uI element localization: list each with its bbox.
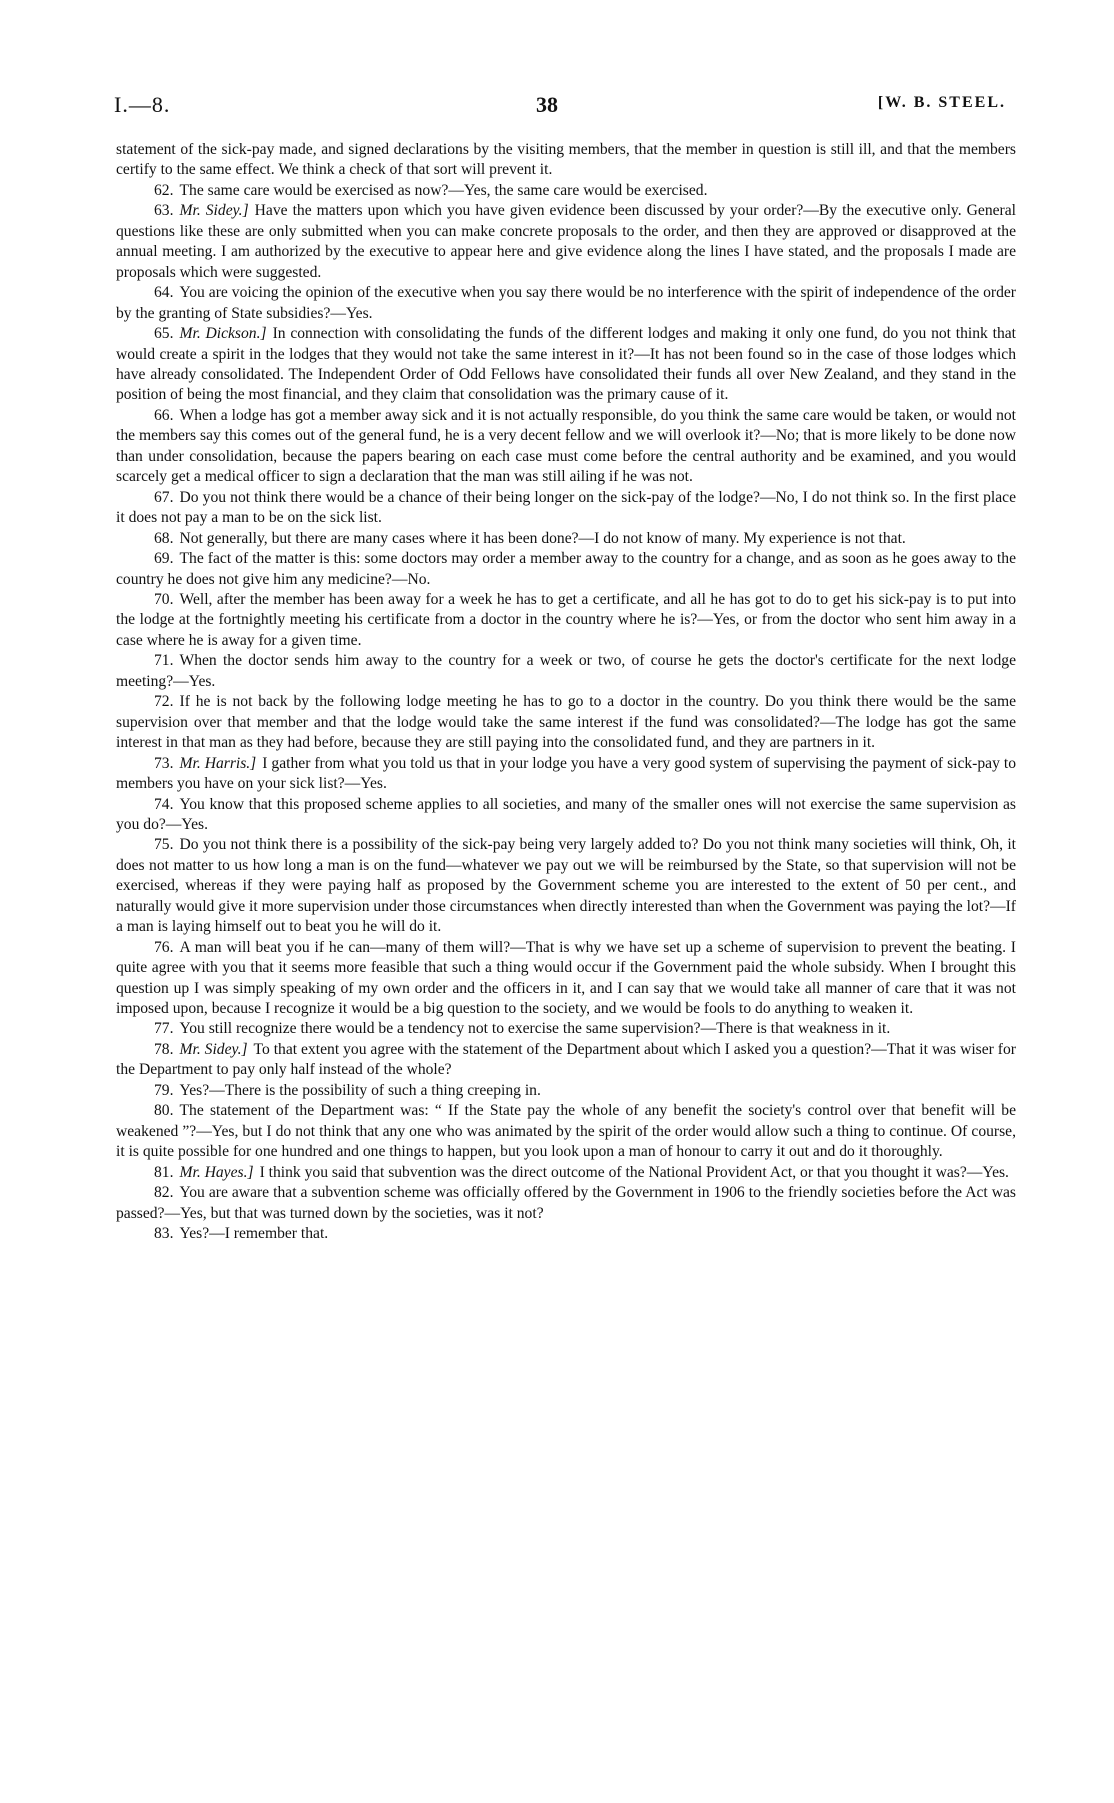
paragraph-text: A man will beat you if he can—many of them will?—That is why we have set up a scheme of supervision to prevent the beating. I quite agree with you that it seems more feasible that such a thing would occur if the Government paid the whole subsidy. When I brought this question up I was simply speaking of my own order and the officers in it, and I can say that we would take all manner of care that it was not imposed upon, because I recognize it would be a big question to the society, and we would be fools to do anything to weaken it. bbox=[116, 938, 1016, 1018]
question-number: 71. bbox=[154, 652, 174, 670]
paragraph-text: Have the matters upon which you have given evidence been discussed by your order?—By the executive only. General questions like these are only submitted when you can make concrete proposals to the order, and then they are approved or disapproved at the annual meeting. I am authorized by the executive to appear here and give evidence along the lines I have stated, and the proposals I made are proposals which were suggested. bbox=[116, 202, 1016, 281]
question-paragraph bbox=[116, 1019, 1016, 1039]
question-paragraph bbox=[116, 795, 1016, 836]
paragraph-text: To that extent you agree with the statement of the Department about which I asked you a question?—That it was wiser for the Department to pay only half instead of the whole? bbox=[116, 1040, 1016, 1079]
paragraph-text: The same care would be exercised as now?—Yes, the same care would be exercised. bbox=[179, 181, 708, 199]
question-number: 69. bbox=[154, 550, 174, 568]
question-paragraph bbox=[116, 692, 1016, 753]
paragraph-text: I think you said that subvention was the direct outcome of the National Provident Act, or that you thought it was?—Yes. bbox=[259, 1163, 1009, 1181]
question-number: 67. bbox=[154, 488, 174, 506]
questioner-name: Mr. Dickson.] bbox=[179, 325, 267, 343]
paragraph-text: In connection with consolidating the funds of the different lodges and making it only one fund, do you not think that would create a spirit in the lodges that they would not take the same interest in it?—It has not been found so in the case of those lodges which have already consolidated. The Independent Order of Odd Fellows have consolidated their funds all over New Zealand, and they stand in the position of being the most financial, and they claim that consolidation was the primary cause of it. bbox=[116, 325, 1016, 404]
question-paragraph bbox=[116, 938, 1016, 1020]
paragraph-text: You are voicing the opinion of the executive when you say there would be no interference with the spirit of independence of the order by the granting of State subsidies?—Yes. bbox=[116, 284, 1016, 322]
question-number: 83. bbox=[154, 1225, 174, 1243]
questioner-name: Mr. Hayes.] bbox=[179, 1163, 254, 1181]
paragraph-text: If he is not back by the following lodge meeting he has to go to a doctor in the country. Do you think there would be the same supervision over that member and that the lodge would take the same interest if the fund was consolidated?—The lodge has got the same interest in that man as they had before, because they are still paying into the consolidated fund, and they are partners in it. bbox=[116, 693, 1016, 752]
question-paragraph bbox=[116, 590, 1016, 651]
question-number: 73. bbox=[154, 754, 174, 772]
evidence-body bbox=[116, 140, 1016, 1244]
question-paragraph bbox=[116, 1224, 1016, 1244]
question-paragraph bbox=[116, 651, 1016, 692]
question-paragraph bbox=[116, 549, 1016, 590]
paragraph-text: You know that this proposed scheme applies to all societies, and many of the smaller ones will not exercise the same supervision as you do?—Yes. bbox=[116, 795, 1016, 833]
question-paragraph bbox=[116, 1040, 1016, 1081]
paragraph-text: When the doctor sends him away to the country for a week or two, of course he gets the doctor's certificate for the next lodge meeting?—Yes. bbox=[116, 652, 1016, 690]
question-paragraph bbox=[116, 181, 1016, 201]
question-number: 72. bbox=[154, 693, 174, 711]
question-paragraph bbox=[116, 488, 1016, 529]
paragraph-text: Not generally, but there are many cases where it has been done?—I do not know of many. My experience is not that. bbox=[179, 529, 906, 547]
question-paragraph bbox=[116, 754, 1016, 795]
questioner-name: Mr. Harris.] bbox=[179, 754, 257, 772]
paragraph-text: You are aware that a subvention scheme was officially offered by the Government in 1906 to the friendly societies before the Act was passed?—Yes, but that was turned down by the societies, was it not? bbox=[116, 1184, 1016, 1222]
document-reference: I.—8. bbox=[114, 92, 171, 117]
paragraph-text: Do you not think there would be a chance of their being longer on the sick-pay of the lodge?—No, I do not think so. In the first place it does not pay a man to be on the sick list. bbox=[116, 488, 1016, 527]
question-number: 75. bbox=[154, 836, 174, 854]
question-paragraph bbox=[116, 1183, 1016, 1224]
questioner-name: Mr. Sidey.] bbox=[179, 1040, 248, 1058]
question-paragraph bbox=[116, 283, 1016, 324]
question-number: 77. bbox=[154, 1020, 174, 1038]
page-number: 38 bbox=[536, 92, 558, 117]
paragraph-text: The statement of the Department was: “ If the State pay the whole of any benefit the society's control over that benefit will be weakened ”?—Yes, but I do not think that any one who was animated by the spirit of the order would allow such a thing to continue. Of course, it is quite possible for one hundred and one things to happen, but you look upon a man of honour to carry it out and do it thoroughly. bbox=[116, 1102, 1016, 1161]
question-number: 82. bbox=[154, 1184, 174, 1202]
question-number: 76. bbox=[154, 938, 174, 956]
question-paragraph bbox=[116, 201, 1016, 283]
question-paragraph bbox=[116, 1081, 1016, 1101]
questioner-name: Mr. Sidey.] bbox=[179, 202, 249, 220]
paragraph-text: Well, after the member has been away for a week he has to get a certificate, and all he has got to do to get his sick-pay is to put into the lodge at the fortnightly meeting his certificate from a doctor in the country where he is?—Yes, or from the doctor who sent him away in a case where he is away for a given time. bbox=[116, 590, 1016, 649]
question-number: 80. bbox=[154, 1102, 174, 1120]
paragraph-text: You still recognize there would be a tendency not to exercise the same supervision?—There is that weakness in it. bbox=[179, 1020, 891, 1038]
question-number: 79. bbox=[154, 1081, 174, 1099]
paragraph-text: Do you not think there is a possibility of the sick-pay being very largely added to? Do you not think many societies will think, Oh, it does not matter to us how long a man is on the fund—whatever we pay out we will be reimbursed by the State, so that supervision will not be exercised, whereas if they were paying half as proposed by the Government scheme you are interested to the extent of 50 per cent., and naturally would give it more supervision under those circumstances when directly interested than when the Government was paying the lot?—If a man is laying himself out to beat you he will do it. bbox=[116, 836, 1016, 936]
question-number: 65. bbox=[154, 325, 174, 343]
paragraph-text: Yes?—There is the possibility of such a thing creeping in. bbox=[179, 1081, 541, 1099]
question-number: 70. bbox=[154, 590, 174, 608]
question-number: 74. bbox=[154, 795, 174, 813]
question-number: 64. bbox=[154, 284, 174, 302]
question-paragraph bbox=[116, 835, 1016, 937]
paragraph-text: The fact of the matter is this: some doctors may order a member away to the country for a change, and as soon as he goes away to the country he does not give him any medicine?—No. bbox=[116, 550, 1016, 588]
paragraph-continuation bbox=[116, 140, 1016, 181]
question-number: 66. bbox=[154, 406, 174, 424]
paragraph-text: Yes?—I remember that. bbox=[179, 1225, 329, 1243]
question-number: 68. bbox=[154, 529, 174, 547]
paragraph-text: When a lodge has got a member away sick and it is not actually responsible, do you think the same care would be taken, or would not the members say this comes out of the general fund, he is a very decent fellow and we will overlook it?—No; that is more likely to be done now than under consolidation, because the papers bearing on each case must come before the central authority and be examined, and you would scarcely get a medical officer to sign a declaration that the man was still ailing if he was not. bbox=[116, 406, 1016, 486]
question-paragraph bbox=[116, 1101, 1016, 1162]
question-number: 63. bbox=[154, 202, 174, 220]
page-header bbox=[0, 92, 1114, 122]
question-number: 81. bbox=[154, 1163, 174, 1181]
witness-name: [W. B. STEEL. bbox=[877, 94, 1006, 111]
question-paragraph bbox=[116, 529, 1016, 549]
paragraph-text: I gather from what you told us that in your lodge you have a very good system of supervising the payment of sick-pay to members you have on your sick list?—Yes. bbox=[116, 754, 1016, 793]
paragraph-text: statement of the sick-pay made, and signed declarations by the visiting members, that the member in question is still ill, and that the members certify to the same effect. We think a check of that sort will prevent it. bbox=[116, 141, 1016, 179]
question-paragraph bbox=[116, 324, 1016, 406]
question-paragraph bbox=[116, 406, 1016, 488]
question-paragraph bbox=[116, 1163, 1016, 1183]
question-number: 78. bbox=[154, 1040, 174, 1058]
question-number: 62. bbox=[154, 181, 174, 199]
